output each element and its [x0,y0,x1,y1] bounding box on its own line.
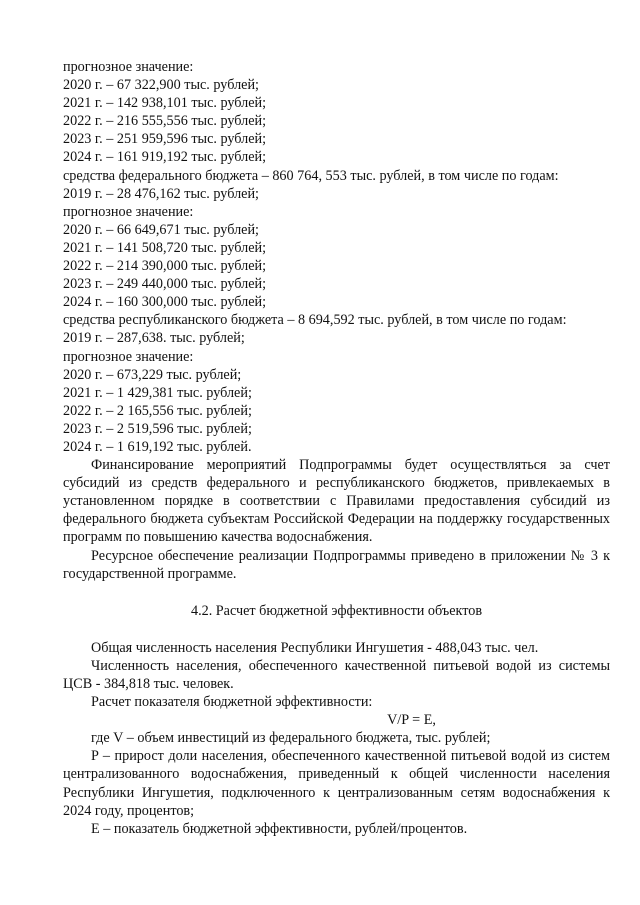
section-heading: 4.2. Расчет бюджетной эффективности объектов [190,602,483,619]
forecast-label: прогнозное значение: [63,59,194,75]
republic-line-2023: 2023 г. – 2 519,596 тыс. рублей; [63,420,252,437]
republic-line-2022: 2022 г. – 2 165,556 тыс. рублей; [63,402,252,419]
federal-line-2019: 2019 г. – 28 476,162 тыс. рублей; [63,185,259,202]
financing-paragraph: Финансирование мероприятий Подпрограммы будет осуществляться за счет субсидий из средств федерального и республиканского бюджетов, привлекаемых в установленном порядке в соответствии с Правилами предоставления субсидий из федерального бюджета субъектам Российской Федерации на поддержку государственных программ по повышению качества водоснабжения. [63,457,610,546]
federal-line-2023: 2023 г. – 249 440,000 тыс. рублей; [63,276,267,293]
republic-line-2020: 2020 г. – 673,229 тыс. рублей; [63,366,242,383]
federal-line-2020: 2020 г. – 66 649,671 тыс. рублей; [63,221,259,238]
republic-line-2019: 2019 г. – 287,638. тыс. рублей; [63,330,245,347]
republic-line-2021: 2021 г. – 1 429,381 тыс. рублей; [63,384,252,401]
forecast-label: прогнозное значение: [63,203,194,220]
population-paragraph: Общая численность населения Республики Ингушетия - 488,043 тыс. чел. [91,639,539,656]
funding-line-2020: 2020 г. – 67 322,900 тыс. рублей; [63,77,259,94]
forecast-label: прогнозное значение: [63,348,194,365]
funding-line-2021: 2021 г. – 142 938,101 тыс. рублей; [63,95,267,112]
supplied-population-paragraph: Численность населения, обеспеченного качественной питьевой водой из системы ЦСВ - 384,818 тыс. человек. [63,657,610,692]
resources-paragraph: Ресурсное обеспечение реализации Подпрограммы приведено в приложении № 3 к государственной программе. [63,547,610,582]
spacer [63,620,610,639]
spacer [63,583,610,602]
funding-line-2024: 2024 г. – 161 919,192 тыс. рублей; [63,149,267,166]
funding-line-2023: 2023 г. – 251 959,596 тыс. рублей; [63,131,267,148]
definition-v: где V – объем инвестиций из федерального бюджета, тыс. рублей; [91,730,491,747]
definition-e: E – показатель бюджетной эффективности, рублей/процентов. [91,820,468,837]
funding-line-2022: 2022 г. – 216 555,556 тыс. рублей; [63,113,267,130]
federal-budget-total: средства федерального бюджета – 860 764, 553 тыс. рублей, в том числе по годам: [63,167,559,184]
definition-p: P – прирост доли населения, обеспеченного качественной питьевой водой из систем централизованного водоснабжения, приведенный к общей численности населения Республики Ингушетия, подключенного к централизованным сетям водоснабжения к 2024 году, процентов; [63,748,610,819]
federal-line-2024: 2024 г. – 160 300,000 тыс. рублей; [63,294,267,311]
federal-line-2022: 2022 г. – 214 390,000 тыс. рублей; [63,258,267,275]
calculation-paragraph: Расчет показателя бюджетной эффективности: [91,694,373,711]
federal-line-2021: 2021 г. – 141 508,720 тыс. рублей; [63,239,267,256]
republic-budget-total: средства республиканского бюджета – 8 694,592 тыс. рублей, в том числе по годам: [63,312,567,329]
document-page [63,58,610,838]
republic-line-2024: 2024 г. – 1 619,192 тыс. рублей. [63,438,252,455]
efficiency-formula: V/P = E, [387,712,436,729]
funding-list [63,58,610,456]
